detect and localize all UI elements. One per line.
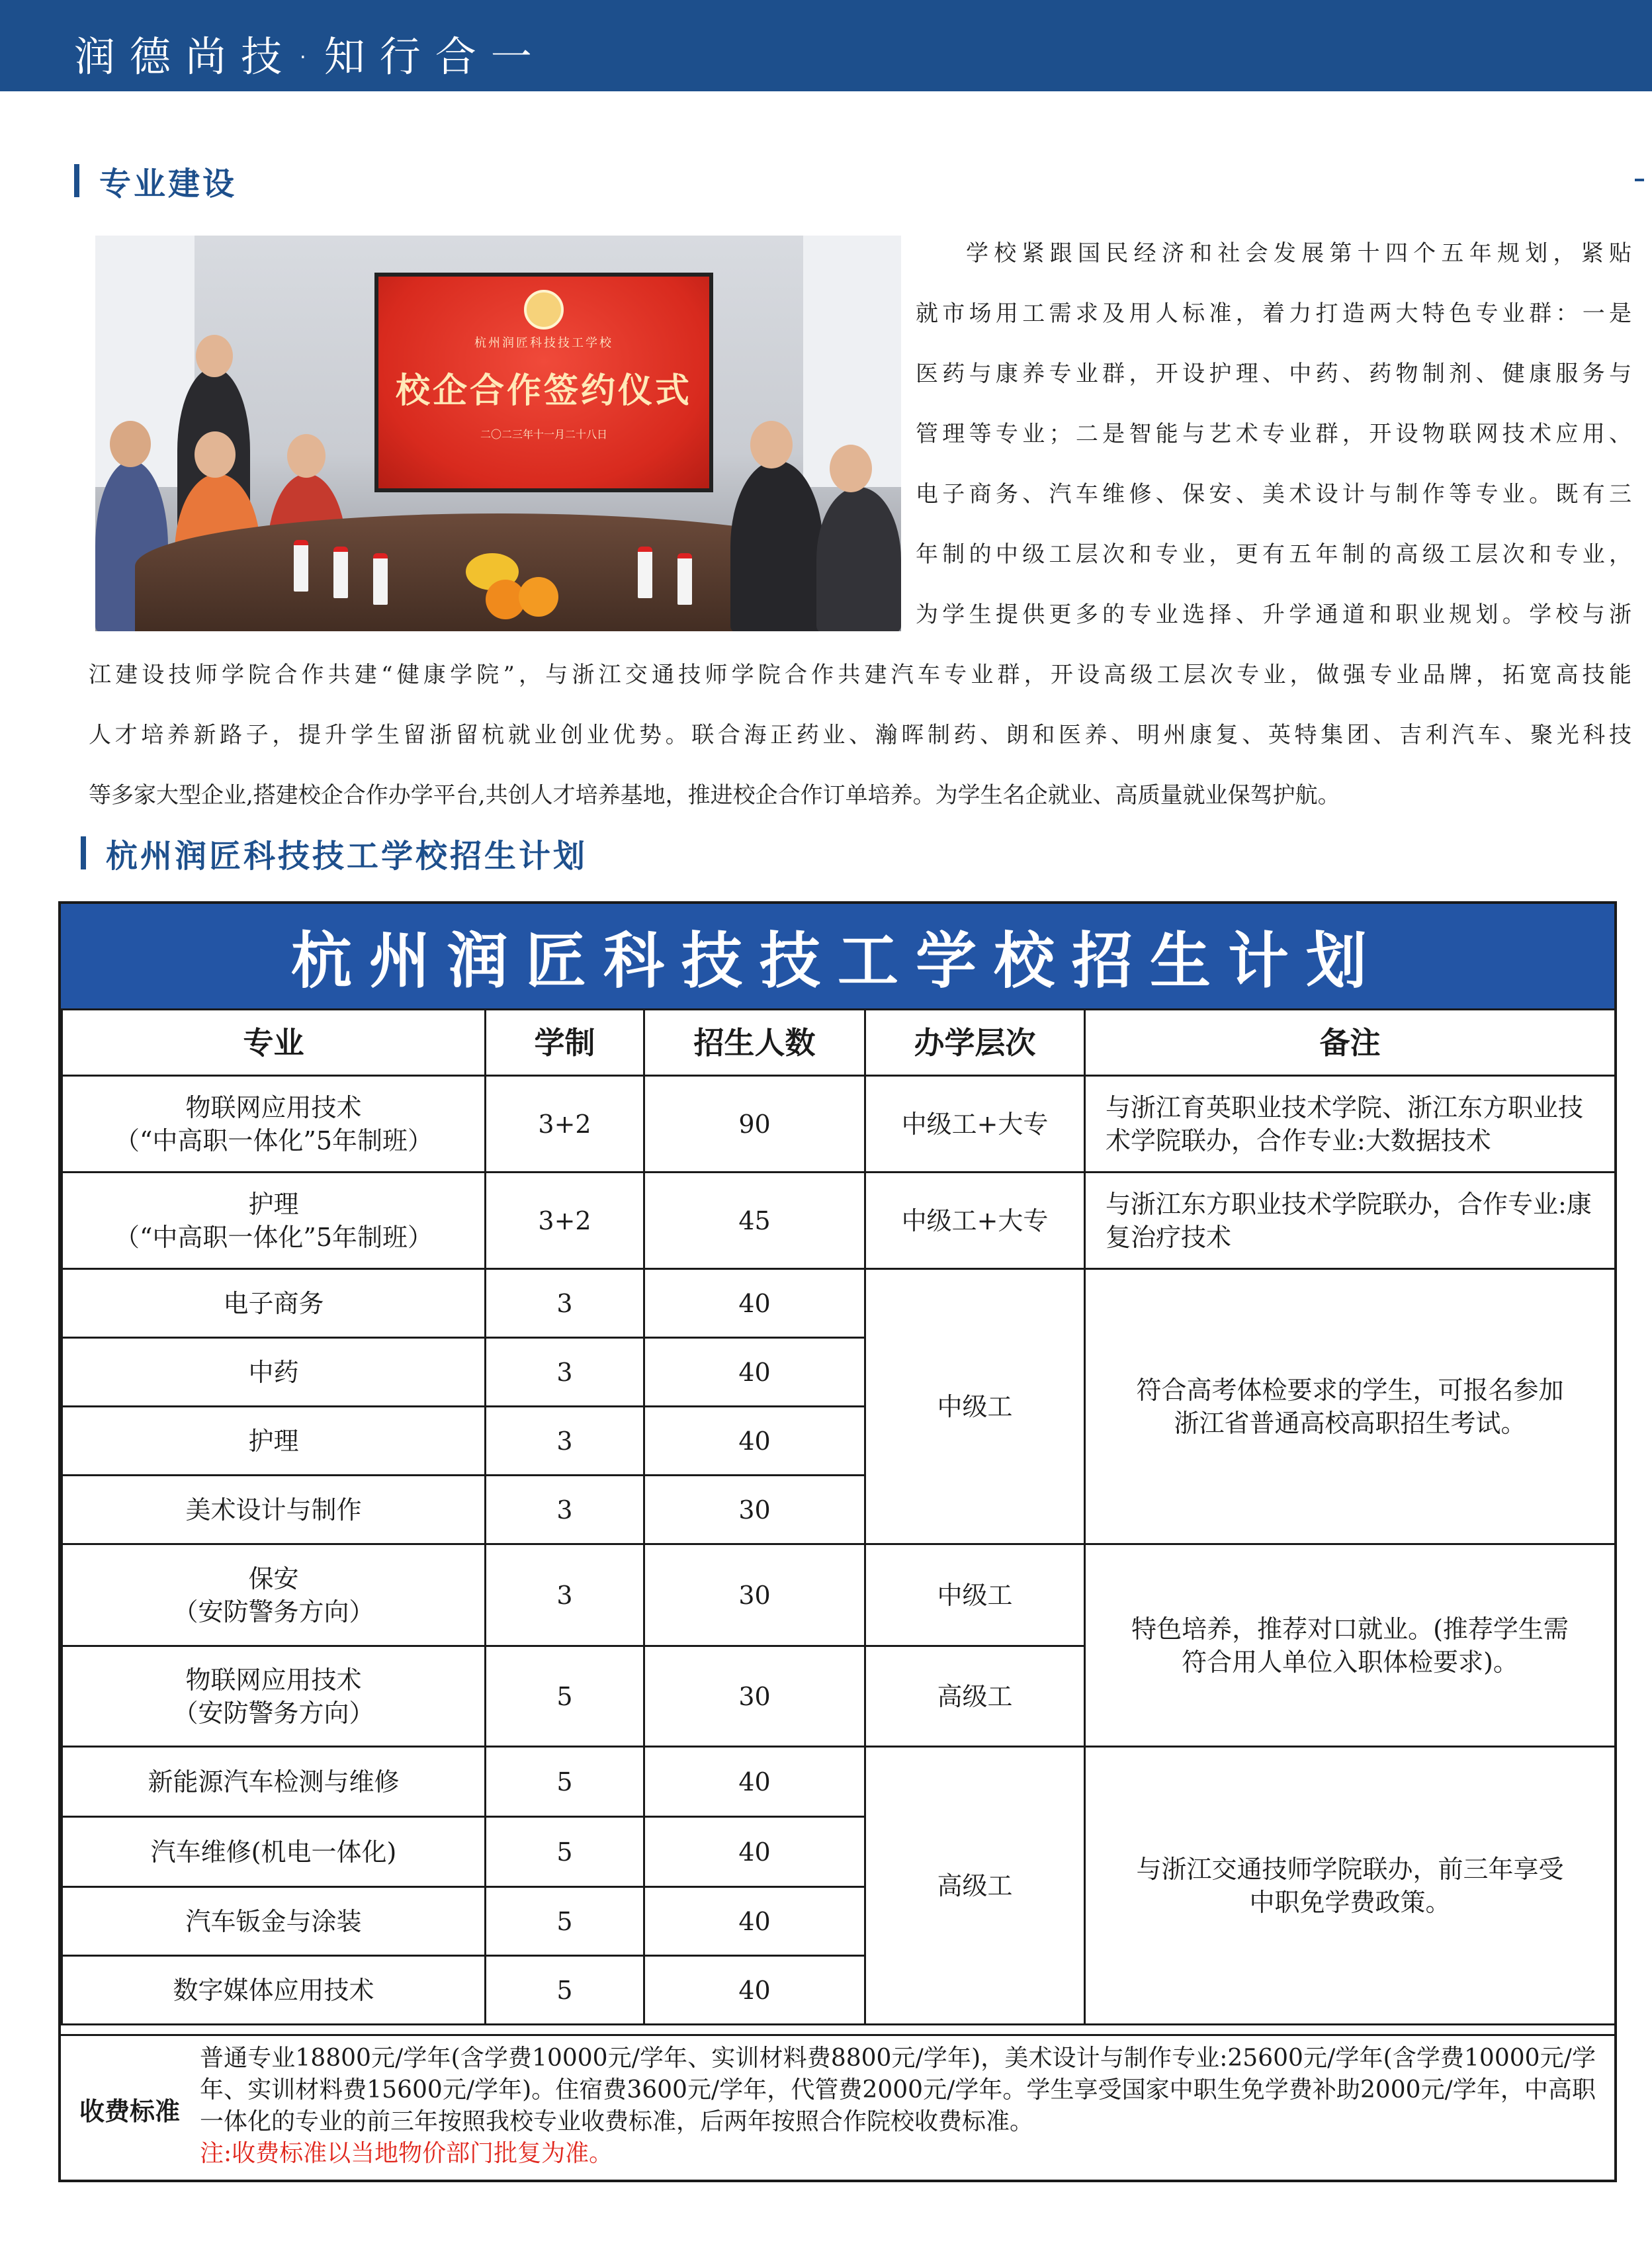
bottle [638, 547, 652, 598]
intro-line: 江建设技师学院合作共建“健康学院”，与浙江交通技师学院合作共建汽车专业群，开设高级工层次专业，做强专业品牌，拓宽高技能 [89, 662, 1631, 688]
count-cell: 30 [644, 1476, 865, 1544]
major-name: 物联网应用技术 [185, 1092, 362, 1122]
count-cell: 45 [644, 1173, 865, 1269]
level-cell: 中级工 [865, 1544, 1085, 1646]
edge-marker [1635, 179, 1644, 181]
intro-line: 人才培养新路子，提升学生留浙留杭就业创业优势。联合海正药业、瀚晖制药、朗和医养、明州康复、英特集团、吉利汽车、聚光科技 [89, 722, 1631, 748]
note-cell: 与浙江育英职业技术学院、浙江东方职业技术学院联办，合作专业:大数据技术 [1085, 1076, 1616, 1173]
count-cell: 40 [644, 1817, 865, 1887]
intro-line: 为学生提供更多的专业选择、升学通道和职业规划。学校与浙 [916, 601, 1631, 628]
major-cell [62, 1544, 486, 1646]
person-head [750, 421, 793, 468]
person-head [287, 434, 326, 478]
major-sub: （“中高职一体化”5年制班） [114, 1222, 433, 1252]
fee-note: 注:收费标准以当地物价部门批复为准。 [200, 2140, 613, 2167]
major-cell [62, 1646, 486, 1747]
top-banner [0, 0, 1652, 91]
person-head [110, 421, 151, 467]
count-cell: 40 [644, 1747, 865, 1817]
heading-bar-icon [81, 836, 86, 869]
school-emblem-icon [524, 290, 564, 330]
years-cell: 5 [486, 1956, 644, 2025]
major-cell: 汽车维修(机电一体化) [62, 1817, 486, 1887]
note-cell: 符合高考体检要求的学生，可报名参加浙江省普通高校高职招生考试。 [1085, 1269, 1616, 1544]
col-header-count: 招生人数 [644, 1010, 865, 1076]
major-cell: 电子商务 [62, 1269, 486, 1338]
level-cell: 高级工 [865, 1747, 1085, 2025]
years-cell: 5 [486, 1747, 644, 1817]
major-cell: 汽车钣金与涂装 [62, 1887, 486, 1956]
major-cell: 中药 [62, 1338, 486, 1407]
major-cell: 数字媒体应用技术 [62, 1956, 486, 2025]
level-cell: 中级工+大专 [865, 1173, 1085, 1269]
person-head [196, 335, 233, 377]
level-cell: 中级工+大专 [865, 1076, 1085, 1173]
table-row [62, 1269, 1616, 1338]
bottle [333, 547, 348, 598]
years-cell: 3 [486, 1544, 644, 1646]
count-cell: 40 [644, 1338, 865, 1407]
section-title: 专业建设 [99, 165, 238, 202]
screen-date: 二〇二三年十一月二十八日 [480, 428, 607, 441]
intro-line: 就市场用工需求及用人标准，着力打造两大特色专业群：一是 [916, 300, 1631, 327]
level-cell: 高级工 [865, 1646, 1085, 1747]
slogan: 润德尚技·知行合一 [74, 32, 546, 81]
count-cell: 30 [644, 1646, 865, 1747]
col-header-level: 办学层次 [865, 1010, 1085, 1076]
major-cell: 美术设计与制作 [62, 1476, 486, 1544]
years-cell: 5 [486, 1887, 644, 1956]
screen-event-title: 校企合作签约仪式 [395, 371, 692, 411]
years-cell: 5 [486, 1817, 644, 1887]
table-row [62, 1747, 1616, 1817]
screen-school-name: 杭州润匠科技技工学校 [474, 336, 613, 350]
person-head [830, 445, 872, 492]
fruit [519, 577, 558, 617]
col-header-note: 备注 [1085, 1010, 1616, 1076]
years-cell: 3+2 [486, 1173, 644, 1269]
years-cell: 3 [486, 1407, 644, 1476]
fee-text: 普通专业18800元/学年(含学费10000元/学年、实训材料费8800元/学年)，美术设计与制作专业:25600元/学年(含学费10000元/学年、实训材料费15600元/学年)。住宿费3600元/学年，代管费2000元/学年。学生享受国家中职生免学费补助2000元/学年，中高职一体化的专业的前三年按照我校专业收费标准，后两年按照合作院校收费标准。 [200, 2045, 1596, 2135]
count-cell: 40 [644, 1407, 865, 1476]
years-cell: 3 [486, 1476, 644, 1544]
section-title: 杭州润匠科技技工学校招生计划 [106, 837, 588, 875]
intro-text-full [89, 645, 1631, 826]
col-header-years: 学制 [486, 1010, 644, 1076]
enrollment-plan-table [58, 901, 1617, 2182]
years-cell: 3 [486, 1269, 644, 1338]
table-row [62, 1173, 1616, 1269]
fee-label: 收费标准 [79, 2097, 180, 2126]
note-cell: 特色培养，推荐对口就业。(推荐学生需符合用人单位入职体检要求)。 [1085, 1544, 1616, 1747]
intro-line: 电子商务、汽车维修、保安、美术设计与制作等专业。既有三 [916, 481, 1631, 508]
intro-line: 管理等专业；二是智能与艺术专业群，开设物联网技术应用、 [916, 421, 1631, 447]
person [816, 487, 901, 631]
years-cell: 5 [486, 1646, 644, 1747]
intro-line: 年制的中级工层次和专业，更有五年制的高级工层次和专业， [916, 541, 1631, 568]
bottle [294, 540, 308, 592]
fee-standards [61, 2034, 1614, 2182]
plan-grid [61, 1008, 1616, 2025]
section-heading-plan [81, 830, 587, 876]
bottle [677, 553, 692, 605]
count-cell: 90 [644, 1076, 865, 1173]
years-cell: 3 [486, 1338, 644, 1407]
table-row [62, 1544, 1616, 1646]
intro-line: 等多家大型企业,搭建校企合作办学平台,共创人才培养基地，推进校企合作订单培养。为学生名企就业、高质量就业保驾护航。 [89, 782, 1340, 809]
note-cell: 与浙江东方职业技术学院联办，合作专业:康复治疗技术 [1085, 1173, 1616, 1269]
years-cell: 3+2 [486, 1076, 644, 1173]
count-cell: 40 [644, 1887, 865, 1956]
major-cell [62, 1173, 486, 1269]
section-heading-major [74, 157, 237, 204]
note-cell: 与浙江交通技师学院联办，前三年享受中职免学费政策。 [1085, 1747, 1616, 2025]
fee-body [200, 2043, 1596, 2170]
level-cell: 中级工 [865, 1269, 1085, 1544]
intro-line: 学校紧跟国民经济和社会发展第十四个五年规划，紧贴 [966, 240, 1631, 267]
projection-screen [374, 273, 713, 492]
major-sub: （安防警务方向） [173, 1698, 374, 1728]
major-sub: （安防警务方向） [173, 1597, 374, 1626]
heading-bar-icon [74, 164, 79, 197]
header-row [62, 1010, 1616, 1076]
signing-ceremony-photo [95, 236, 901, 631]
person [730, 461, 823, 631]
table-banner [61, 904, 1614, 1008]
person-head [195, 431, 236, 478]
major-sub: （“中高职一体化”5年制班） [114, 1126, 433, 1155]
bottle [373, 553, 388, 605]
major-name: 保安 [248, 1564, 299, 1593]
count-cell: 40 [644, 1956, 865, 2025]
major-cell: 新能源汽车检测与维修 [62, 1747, 486, 1817]
count-cell: 30 [644, 1544, 865, 1646]
major-cell [62, 1076, 486, 1173]
intro-text-right [916, 224, 1631, 645]
major-name: 护理 [248, 1189, 299, 1219]
major-cell: 护理 [62, 1407, 486, 1476]
banner-title: 杭州润匠科技技工学校招生计划 [290, 926, 1384, 997]
major-name: 物联网应用技术 [185, 1665, 362, 1695]
intro-line: 医药与康养专业群，开设护理、中药、药物制剂、健康服务与 [916, 361, 1631, 387]
count-cell: 40 [644, 1269, 865, 1338]
table-row [62, 1076, 1616, 1173]
col-header-major: 专业 [62, 1010, 486, 1076]
